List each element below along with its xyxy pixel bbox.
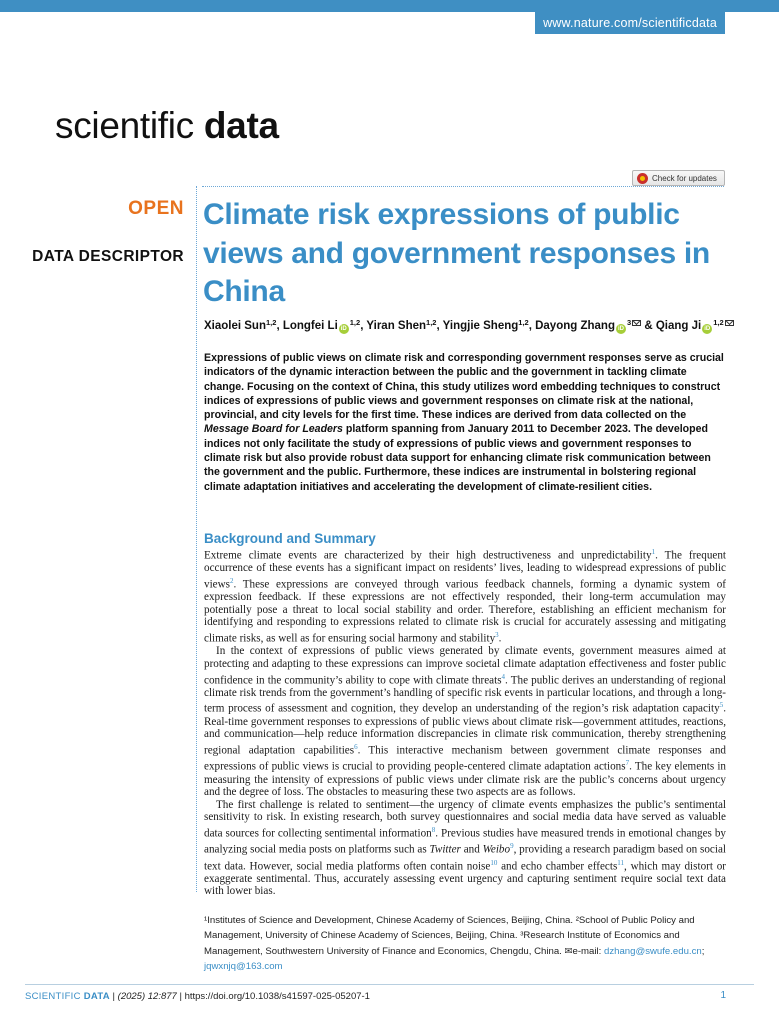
body-text-span: , providing a research paradigm based on social text data. However, social media platforms often contain noise bbox=[204, 843, 727, 873]
abstract-text-2: platform spanning from January 2011 to December 2023. The developed indices not only facilitate the study of expressions of public views and government responses to climate risk but also provide robust data support for enhancing climate risk communication between the government and the public. Furthermore, these indices are instrumental in bolstering regional climate adaptation initiatives and accelerating the development of climate-resilient cities. bbox=[204, 423, 711, 493]
author[interactable] bbox=[656, 320, 734, 332]
citation-ref[interactable]: 6 bbox=[354, 742, 358, 751]
footer-journal-light: SCIENTIFIC bbox=[25, 991, 84, 1002]
citation-ref[interactable]: 2 bbox=[230, 576, 234, 585]
author-name: Yiran Shen bbox=[366, 320, 427, 332]
article-type-label: DATA DESCRIPTOR bbox=[32, 248, 184, 265]
body-text-span: The first challenge is related to sentiment—the urgency of climate events emphasizes the public’s sentimental sensitivity to risk. In existing research, both survey questionnaires and social media data have served as valuable data sources for collecting sentimental information bbox=[204, 798, 726, 840]
footer-doi[interactable]: | https://doi.org/10.1038/s41597-025-05207-1 bbox=[176, 991, 370, 1002]
body-text-span: . Previous studies have measured trends in emotional changes by analyzing social media posts on platforms such as bbox=[204, 827, 726, 856]
journal-url-tab[interactable]: www.nature.com/scientificdata bbox=[535, 12, 725, 34]
citation-ref[interactable]: 3 bbox=[495, 631, 499, 639]
author-name: Dayong Zhang bbox=[535, 320, 615, 332]
footer-journal-bold: DATA bbox=[83, 991, 110, 1002]
author-name: Xiaolei Sun bbox=[204, 320, 266, 332]
section-heading: Background and Summary bbox=[204, 531, 376, 546]
crossmark-icon bbox=[637, 173, 648, 184]
author-affiliation: 1,2 bbox=[518, 318, 529, 327]
horizontal-divider bbox=[202, 186, 724, 187]
italic-term: Twitter bbox=[429, 843, 461, 856]
body-text-span: . Real-time government responses to expressions of public views about climate risk—government attitudes, reactions, and communication—help reduce information discrepancies in climate risk communication, thereby strengthening regional adaptation capabilities bbox=[204, 703, 726, 757]
journal-logo-bold: data bbox=[203, 105, 279, 146]
body-paragraph bbox=[204, 546, 726, 645]
orcid-icon[interactable]: iD bbox=[704, 326, 711, 332]
author-affiliation: 1,2 bbox=[713, 318, 724, 327]
orcid-icon[interactable]: iD bbox=[617, 326, 624, 332]
author-name: Qiang Ji bbox=[655, 320, 702, 332]
email-icon[interactable] bbox=[632, 320, 641, 326]
check-for-updates-button[interactable] bbox=[632, 170, 725, 186]
italic-term: Weibo bbox=[482, 843, 511, 856]
journal-logo[interactable] bbox=[55, 104, 279, 148]
body-text-span: . The frequent occurrence of these events has a significant impact on residents’ lives, leading to widespread expressions of public views bbox=[204, 549, 726, 591]
body-text-span: Extreme climate events are characterized by their high destructiveness and unpredictability bbox=[204, 549, 652, 562]
author[interactable] bbox=[443, 320, 529, 332]
footer-citation bbox=[25, 991, 370, 1002]
footer-separator: | bbox=[109, 991, 118, 1002]
citation-ref[interactable]: 9 bbox=[510, 842, 514, 851]
body-text-span: . The public derives an understanding of regional climate risk trends from the government’s handling of specific risk events in particular locations, and through a long-term process of assessment and cognition, they develop an understanding of the region’s risk adaptation capacity bbox=[204, 674, 726, 716]
author-name: Yingjie Sheng bbox=[442, 320, 519, 332]
footer-divider bbox=[25, 984, 754, 985]
author-affiliation: 1,2 bbox=[266, 318, 277, 327]
orcid-icon[interactable]: iD bbox=[340, 326, 347, 332]
body-text-span: In the context of expressions of public views generated by climate events, government measures aimed at protecting and adapting to these expressions can improve societal climate adaptation effectiveness and foster public confidence in the community’s ability to cope with climate threats bbox=[204, 645, 726, 687]
footer-volume: (2025) 12:877 bbox=[117, 991, 177, 1002]
author[interactable] bbox=[283, 320, 360, 332]
abstract-text-1: Expressions of public views on climate risk and corresponding government responses serve as crucial indicators of the dynamic interaction between the public and the government in tackling climate change. Focusing on the context of China, this study utilizes word embedding techniques to construct indices of expressions of public views and government responses on climate risk at the national, provincial, and city levels for the first time. These indices are derived from data collected on the bbox=[204, 352, 724, 422]
body-text-span: and echo chamber effects bbox=[497, 860, 618, 873]
body-text-span: . This interactive mechanism between government climate responses and expressions of public views is crucial to providing people-centered climate adaptation actions bbox=[204, 744, 726, 773]
author[interactable] bbox=[204, 320, 276, 332]
body-text-span: . These expressions are conveyed through various feedback channels, forming a dynamic system of expression feedback. If these expressions are not effectively responded, their long-term accumulation may potentially pose a threat to local social stability and order. Therefore, establishing an efficient mechanism for identifying and responding to expressions related to climate risk is crucial for accurately assessing and mitigating climate risks, as well as for ensuring social harmony and stability bbox=[204, 578, 726, 645]
author-name: Longfei Li bbox=[282, 320, 338, 332]
citation-ref[interactable]: 1 bbox=[651, 548, 656, 556]
journal-logo-light: scientific bbox=[55, 105, 204, 146]
body-paragraph bbox=[204, 645, 726, 798]
body-text-span: . bbox=[498, 632, 502, 645]
body-text-span: . The key elements in measuring the intensity of expressions of public views under climate risk are the public’s concerns about urgency and the degree of loss. The obstacles to measuring these two aspects are as follows. bbox=[204, 760, 726, 799]
article-title: Climate risk expressions of public views and government responses in China bbox=[203, 198, 710, 308]
citation-ref[interactable]: 5 bbox=[719, 701, 724, 710]
page-number: 1 bbox=[720, 990, 726, 1001]
affiliations-footnote bbox=[204, 913, 728, 974]
affiliations-text: ¹Institutes of Science and Development, Chinese Academy of Sciences, Beijing, China. ²School of Public Policy and Management, University of Chinese Academy of Sciences, Beijing, China. ³Research Institute of Economics and Management, Southwestern University of Finance and Economics, Chengdu, China. ✉e-mail: bbox=[204, 915, 695, 957]
body-text bbox=[204, 546, 726, 898]
body-text-span: and bbox=[460, 843, 483, 856]
author-affiliation: 1,2 bbox=[426, 318, 437, 327]
citation-ref[interactable]: 10 bbox=[490, 858, 498, 867]
citation-ref[interactable]: 11 bbox=[617, 858, 625, 867]
author-affiliation: 3 bbox=[626, 318, 632, 327]
email-icon[interactable] bbox=[725, 320, 734, 326]
email-separator: ; bbox=[701, 945, 705, 957]
check-for-updates-label: Check for updates bbox=[652, 173, 717, 183]
abstract-platform-name: Message Board for Leaders bbox=[204, 423, 343, 436]
body-paragraph bbox=[204, 799, 726, 898]
open-access-label: OPEN bbox=[128, 198, 184, 219]
vertical-divider bbox=[196, 186, 197, 892]
email-link-2[interactable]: jqwxnjq@163.com bbox=[204, 960, 283, 972]
author-affiliation: 1,2 bbox=[349, 318, 361, 327]
abstract bbox=[204, 351, 726, 494]
citation-ref[interactable]: 8 bbox=[431, 825, 436, 834]
author[interactable] bbox=[535, 320, 641, 332]
email-link-1[interactable]: dzhang@swufe.edu.cn bbox=[603, 945, 702, 957]
author-list: Xiaolei Sun$^{1,2}$, Longfei Li iD$^{1,2}$, Yiran Shen$^{1,2}$, Yingjie Sheng$^{1,2}$, Dayong Zhang $iD^3$ & Qiang Ji iD$^{1,2}$ bbox=[204, 318, 744, 334]
author[interactable] bbox=[366, 320, 436, 332]
citation-ref[interactable]: 4 bbox=[501, 672, 506, 681]
citation-ref[interactable]: 7 bbox=[625, 759, 630, 768]
top-color-bar bbox=[0, 0, 779, 12]
body-text-span: , which may distort or exaggerate sentimental. Thus, accurately assessing event urgency and capturing sentiment require social text data with lower bias. bbox=[204, 860, 726, 898]
